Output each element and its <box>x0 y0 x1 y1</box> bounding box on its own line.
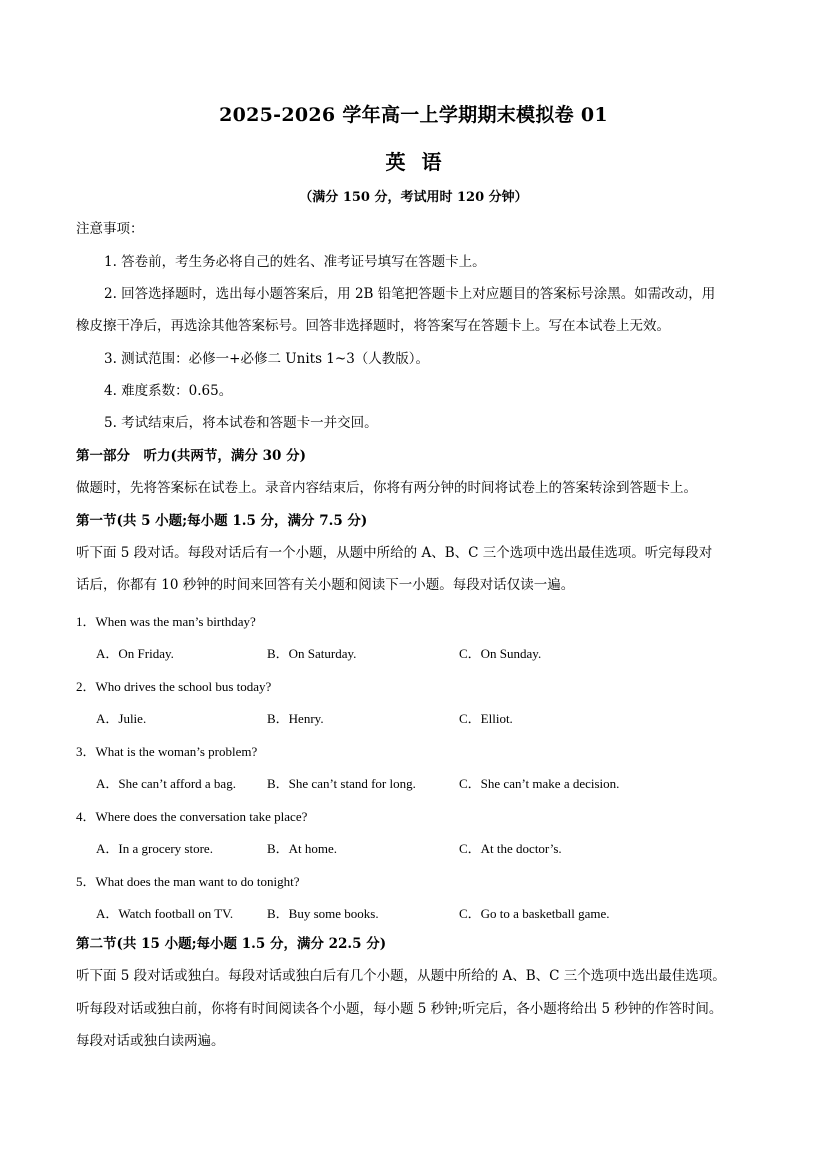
note-item: 1. 答卷前，考生务必将自己的姓名、准考证号填写在答题卡上。 <box>104 254 486 270</box>
option-a: A．In a grocery store. <box>96 841 213 856</box>
option-c: C．Go to a basketball game. <box>459 906 610 921</box>
section2-intro: 听每段对话或独白前，你将有时间阅读各个小题，每小题 5 秒钟;听完后，各小题将给出 5 秒钟的作答时间。 <box>76 1001 723 1017</box>
note-item: 3. 测试范围：必修一+必修二 Units 1~3（人教版）。 <box>104 351 430 367</box>
option-b: B．Henry. <box>267 711 324 726</box>
part1-heading: 第一部分 听力(共两节，满分 30 分) <box>76 448 306 464</box>
option-b: B．She can’t stand for long. <box>267 776 416 791</box>
note-item: 2. 回答选择题时，选出每小题答案后，用 2B 铅笔把答题卡上对应题目的答案标号涂黑。如需改动，用 <box>104 286 716 302</box>
exam-title: 2025-2026 学年高一上学期期末模拟卷 01 <box>219 104 608 126</box>
section2-intro: 每段对话或独白读两遍。 <box>76 1033 225 1049</box>
option-c: C．Elliot. <box>459 711 513 726</box>
section1-intro: 话后，你都有 10 秒钟的时间来回答有关小题和阅读下一小题。每段对话仅读一遍。 <box>76 577 575 593</box>
note-item: 4. 难度系数：0.65。 <box>104 383 233 399</box>
subject-title: 英语 <box>385 150 458 174</box>
option-b: B．At home. <box>267 841 338 856</box>
option-a: A．Julie. <box>96 711 147 726</box>
question-stem: 2．Who drives the school bus today? <box>76 679 272 694</box>
option-c: C．On Sunday. <box>459 646 542 661</box>
part1-intro: 做题时，先将答案标在试卷上。录音内容结束后，你将有两分钟的时间将试卷上的答案转涂到答题卡上。 <box>76 480 697 496</box>
option-b: B．Buy some books. <box>267 906 379 921</box>
section1-heading: 第一节(共 5 小题;每小题 1.5 分，满分 7.5 分) <box>76 513 368 529</box>
note-item: 5. 考试结束后，将本试卷和答题卡一并交回。 <box>104 415 378 431</box>
section2-intro: 听下面 5 段对话或独白。每段对话或独白后有几个小题，从题中所给的 A、B、C 三个选项中选出最佳选项。 <box>76 968 726 984</box>
question-stem: 5．What does the man want to do tonight? <box>76 874 300 889</box>
question-stem: 3．What is the woman’s problem? <box>76 744 258 759</box>
option-b: B．On Saturday. <box>267 646 357 661</box>
option-a: A．She can’t afford a bag. <box>96 776 236 791</box>
option-a: A．Watch football on TV. <box>96 906 234 921</box>
note-item-continued: 橡皮擦干净后，再选涂其他答案标号。回答非选择题时，将答案写在答题卡上。写在本试卷上无效。 <box>76 318 670 334</box>
question-stem: 1．When was the man’s birthday? <box>76 614 256 629</box>
section2-heading: 第二节(共 15 小题;每小题 1.5 分，满分 22.5 分) <box>76 936 387 952</box>
section1-intro: 听下面 5 段对话。每段对话后有一个小题，从题中所给的 A、B、C 三个选项中选出最佳选项。听完每段对 <box>76 545 713 561</box>
option-c: C．She can’t make a decision. <box>459 776 620 791</box>
score-info: （满分 150 分，考试用时 120 分钟） <box>299 190 528 205</box>
option-c: C．At the doctor’s. <box>459 841 562 856</box>
question-stem: 4．Where does the conversation take place? <box>76 809 308 824</box>
notes-heading: 注意事项： <box>76 221 144 237</box>
option-a: A．On Friday. <box>96 646 174 661</box>
